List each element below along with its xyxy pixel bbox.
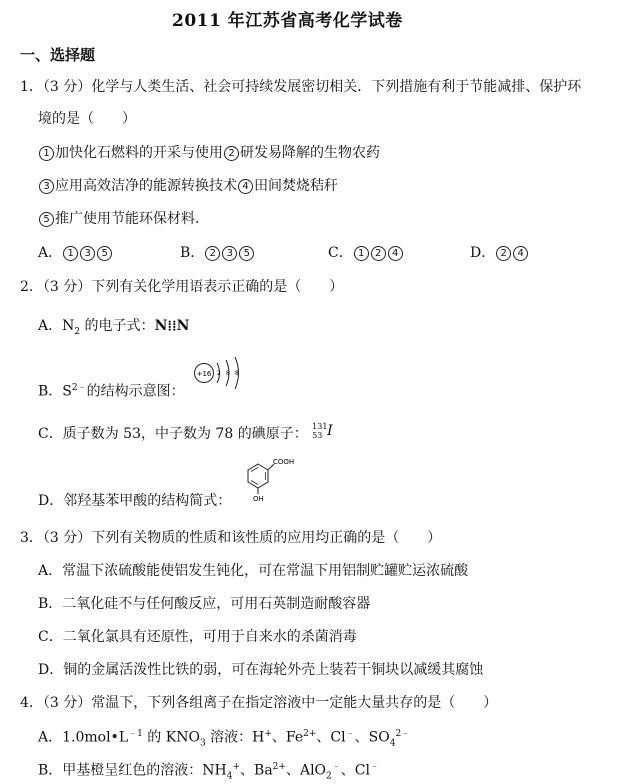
q2-stem: 2．（3 分）下列有关化学用语表示正确的是（ ） (20, 279, 344, 295)
shell-electrons-1: 2 (217, 370, 221, 377)
circled-number-3: 3 (39, 179, 54, 194)
circled-number-4: 4 (238, 179, 253, 194)
q3-option-b: B．二氧化硅不与任何酸反应，可用石英制造耐酸容器 (38, 596, 371, 612)
nucleus-charge: +16 (196, 370, 212, 378)
q1-item-4: 田间焚烧秸秆 (254, 178, 338, 194)
q3-option-c: C．二氧化氯具有还原性，可用于自来水的杀菌消毒 (38, 629, 357, 645)
electron-formula: N⁞⁞N (154, 318, 190, 334)
q2-option-c: C．质子数为 53，中子数为 78 的碘原子： 131 53 I (38, 423, 338, 443)
q1-option-a: A． 1 3 5 (38, 242, 113, 262)
circled-number-2: 2 (224, 146, 239, 161)
q4-stem: 4．（3 分）常温下，下列各组离子在指定溶液中一定能大量共存的是（ ） (20, 695, 498, 711)
hydroxybenzoic-acid-structure (238, 456, 298, 504)
q4-option-a: A．$1.0mol•L^{﹣1}$ 的 $KNO_3$ 溶液：H+、$Fe^{2+}$、Cl﹣、$SO_4^{2﹣}$ (38, 729, 411, 749)
q1-items-line2 (38, 175, 338, 195)
oh-label: OH (253, 495, 264, 503)
q1-items-line1 (38, 142, 380, 162)
q1-option-b: B． 2 3 5 (180, 242, 255, 262)
q1-item-3: 应用高效洁净的能源转换技术 (55, 178, 237, 194)
q1-item-2: 研发易降解的生物农药 (240, 145, 380, 161)
q1-item-1: 加快化石燃料的开采与使用 (55, 145, 223, 161)
q1-option-d: D． 2 4 (470, 242, 529, 262)
shell-electrons-3: 8 (235, 370, 239, 377)
q2-option-b: B．$S^{2﹣}$的结构示意图： (38, 383, 185, 400)
q1-stem-line2: 境的是（ ） (38, 111, 136, 127)
circled-number-5: 5 (39, 212, 54, 227)
page-title: 2011 年江苏省高考化学试卷 (172, 11, 403, 31)
sulfide-structure-diagram (192, 356, 254, 390)
q1-item-5: 推广使用节能环保材料． (55, 211, 209, 227)
iodine-isotope: 131 53 I (312, 422, 333, 440)
section-heading: 一、选择题 (20, 46, 96, 64)
q3-stem: 3．（3 分）下列有关物质的性质和该性质的应用均正确的是（ ） (20, 530, 442, 546)
q1-stem-line1: 1．（3 分）化学与人类生活、社会可持续发展密切相关．下列措施有利于节能减排、保护环 (20, 79, 582, 95)
q3-option-a: A．常温下浓硫酸能使铝发生钝化，可在常温下用铝制贮罐贮运浓硫酸 (38, 563, 469, 579)
shell-electrons-2: 8 (226, 370, 230, 377)
q4-option-b: B．甲基橙呈红色的溶液：$NH_4^+$、$Ba^{2+}$、AlO$_2$﹣、Cl﹣ (38, 762, 379, 782)
q1-option-c: C． 1 2 4 (328, 242, 404, 262)
q2-option-a: A．$N_2$ 的电子式：N⁞⁞N (38, 318, 190, 337)
q2-option-d: D．邻羟基苯甲酸的结构简式： (38, 493, 232, 509)
cooh-label: COOH (273, 458, 295, 466)
circled-number-1: 1 (39, 146, 54, 161)
q1-items-line3 (38, 208, 209, 228)
q3-option-d: D．铜的金属活泼性比铁的弱，可在海轮外壳上装若干铜块以减缓其腐蚀 (38, 662, 484, 678)
